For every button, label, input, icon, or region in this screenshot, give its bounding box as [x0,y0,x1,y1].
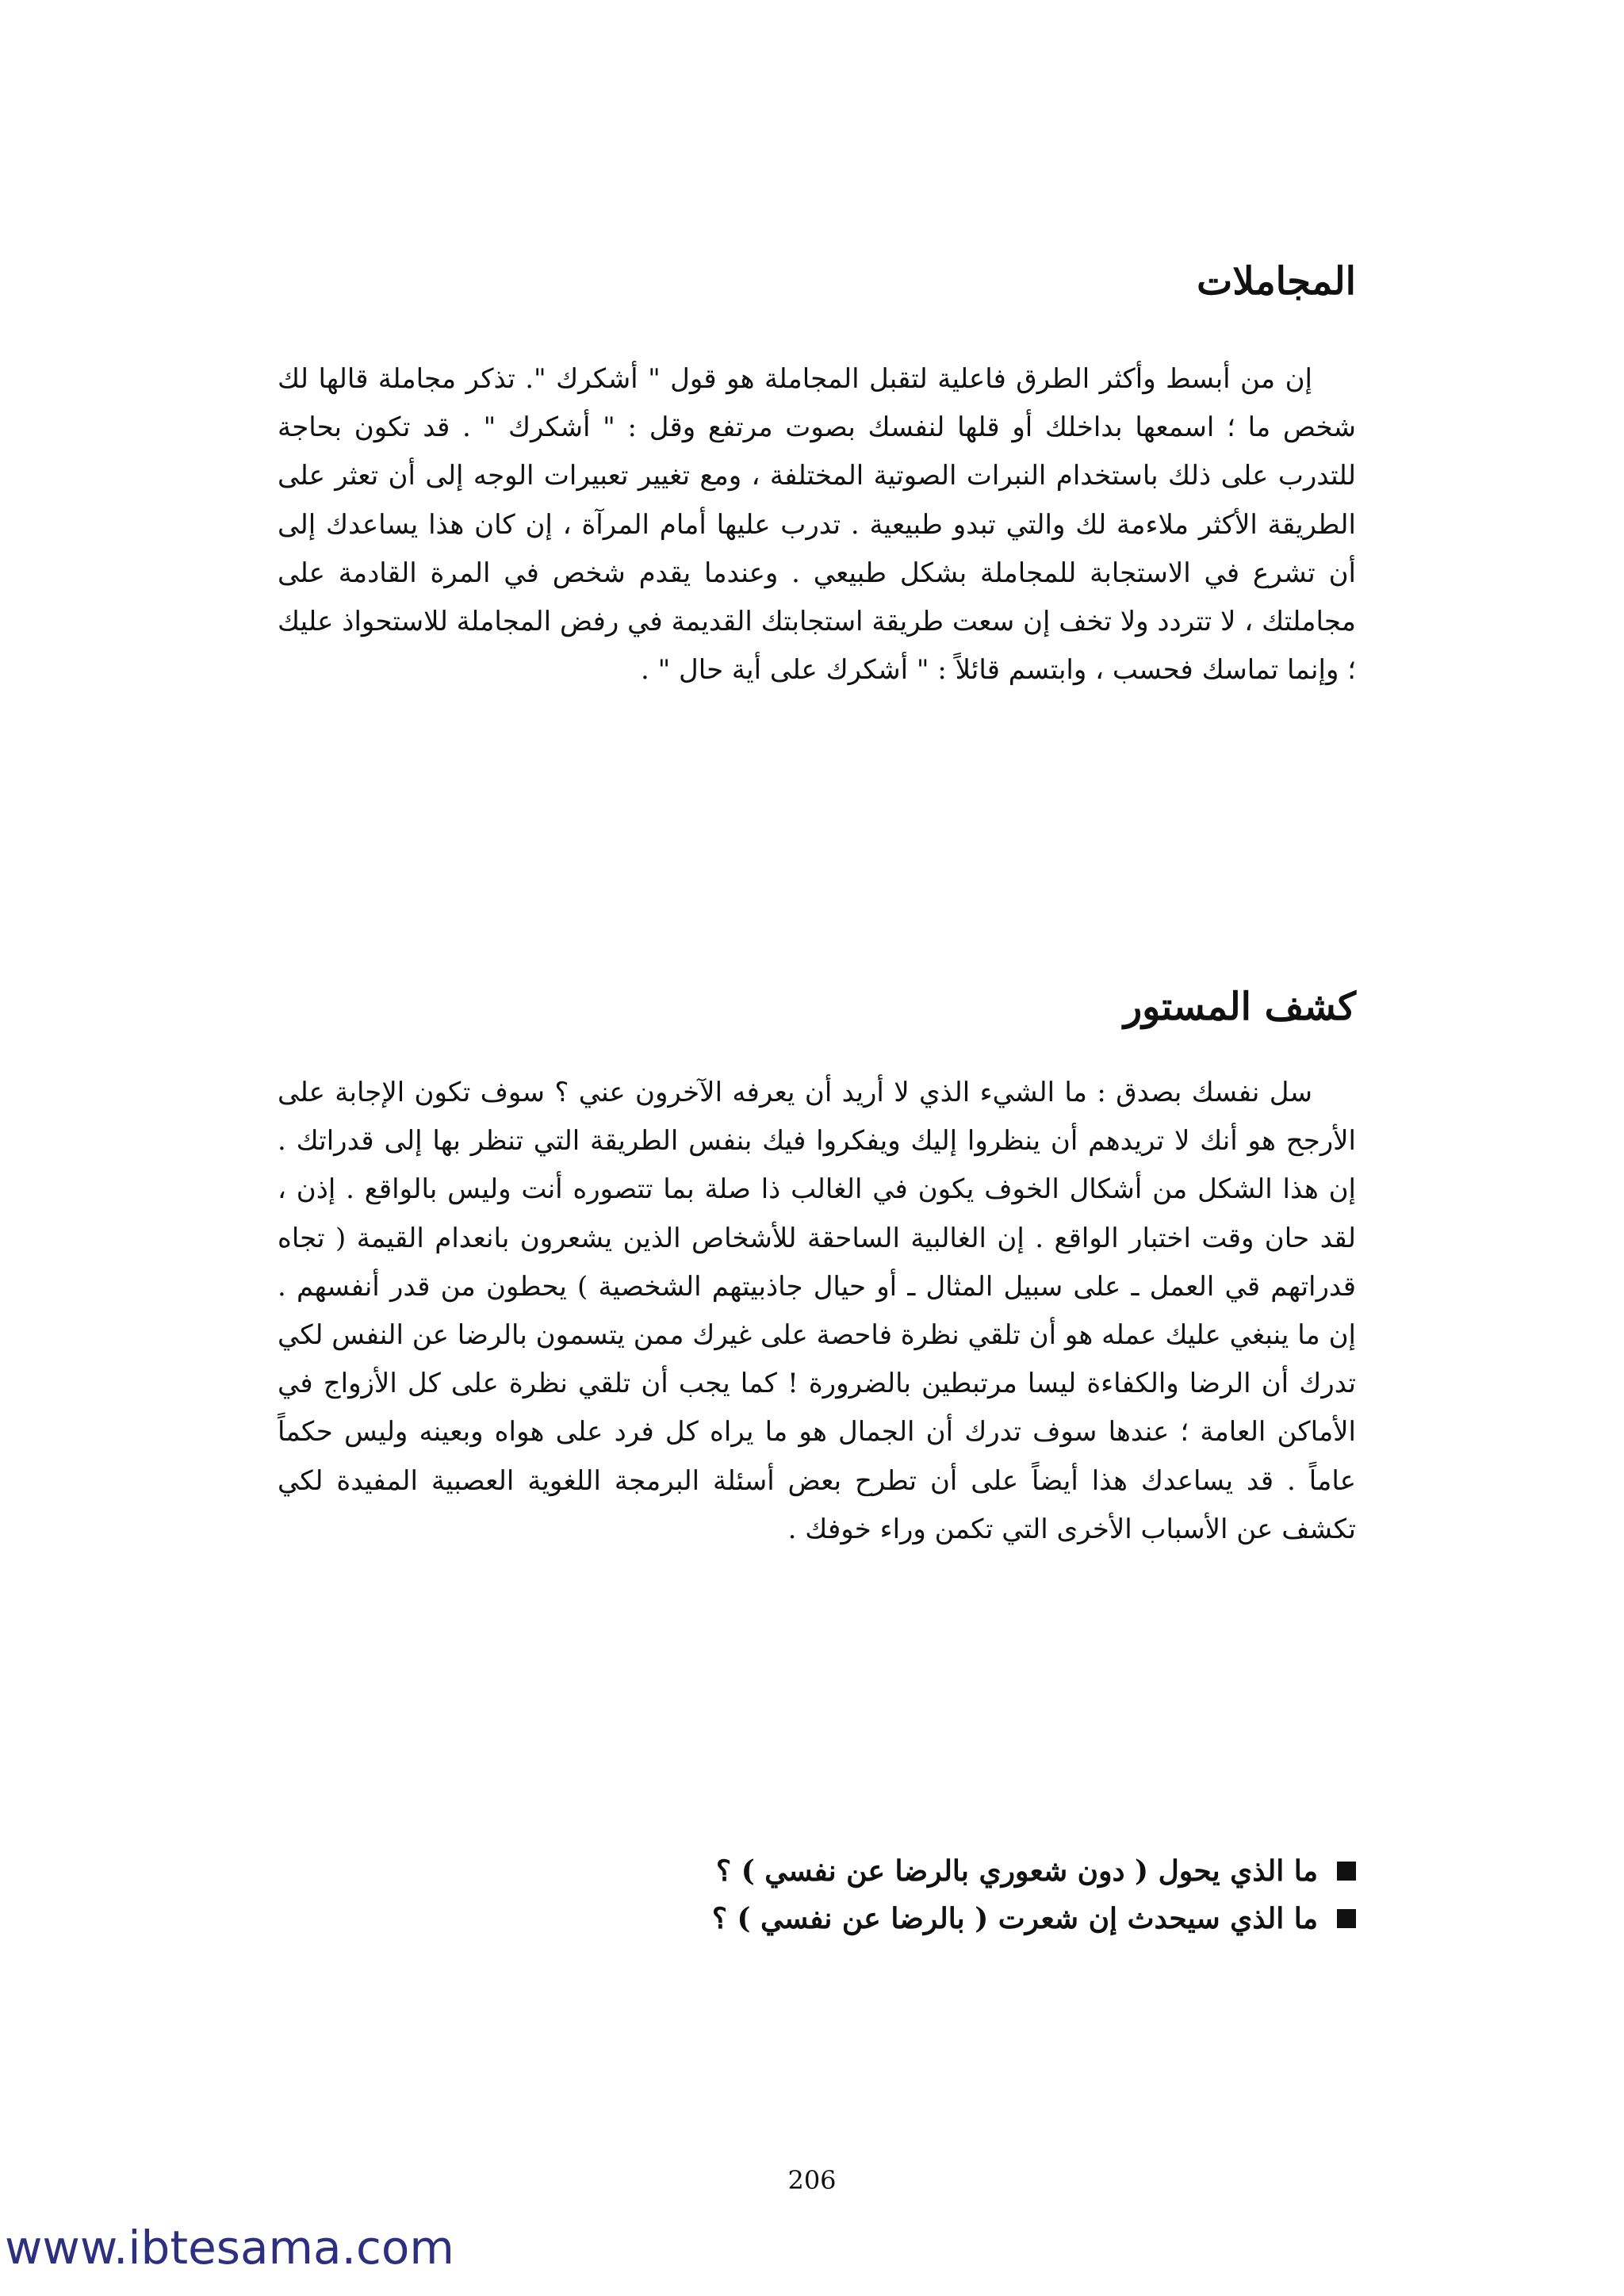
question-list [563,1847,1356,1942]
paragraph-compliments: إن من أبسط وأكثر الطرق فاعلية لتقبل المجاملة هو قول " أشكرك ". تذكر مجاملة قالها لك شخص ما ؛ اسمعها بداخلك أو قلها لنفسك بصوت مرتفع وقل : " أشكرك " . قد تكون بحاجة للتدرب على ذلك باستخدام النبرات الصوتية المختلفة ، ومع تغيير تعبيرات الوجه إلى أن تعثر على الطريقة الأكثر ملاءمة لك والتي تبدو طبيعية . تدرب عليها أمام المرآة ، إن كان هذا يساعدك إلى أن تشرع في الاستجابة للمجاملة بشكل طبيعي . وعندما يقدم شخص في المرة القادمة على مجاملتك ، لا تتردد ولا تخف إن سعت طريقة استجابتك القديمة في رفض المجاملة للاستحواذ عليك ؛ وإنما تماسك فحسب ، وابتسم قائلاً : " أشكرك على أية حال " . [278,363,1356,687]
square-bullet-icon [1337,1909,1356,1928]
page-number: 206 [787,2165,837,2195]
question-text: ما الذي سيحدث إن شعرت ( بالرضا عن نفسي ) ؟ [711,1902,1318,1935]
list-item [563,1895,1356,1942]
section-heading-revealing-hidden: كشف المستور [1123,984,1356,1029]
section-body-revealing-hidden [278,1069,1356,1554]
paragraph-revealing-hidden: سل نفسك بصدق : ما الشيء الذي لا أريد أن يعرفه الآخرون عني ؟ سوف تكون الإجابة على الأرجح هو أنك لا تريدهم أن ينظروا إليك ويفكروا فيك بنفس الطريقة التي تنظر بها إلى قدراتك . إن هذا الشكل من أشكال الخوف يكون في الغالب ذا صلة بما تتصوره أنت وليس بالواقع . إذن ، لقد حان وقت اختبار الواقع . إن الغالبية الساحقة للأشخاص الذين يشعرون بانعدام القيمة ( تجاه قدراتهم قي العمل ـ على سبيل المثال ـ أو حيال جاذبيتهم الشخصية ) يحطون من قدر أنفسهم . إن ما ينبغي عليك عمله هو أن تلقي نظرة فاحصة على غيرك ممن يتسمون بالرضا عن النفس لكي تدرك أن الرضا والكفاءة ليسا مرتبطين بالضرورة ! كما يجب أن تلقي نظرة على كل الأزواج في الأماكن العامة ؛ عندها سوف تدرك أن الجمال هو ما يراه كل فرد على هواه وبعينه وليس حكماً عاماً . قد يساعدك هذا أيضاً على أن تطرح بعض أسئلة البرمجة اللغوية العصبية المفيدة لكي تكشف عن الأسباب الأخرى التي تكمن وراء خوفك . [278,1077,1356,1545]
section-body-compliments [278,355,1356,695]
watermark-url: www.ibtesama.com [5,2221,454,2275]
list-item [563,1847,1356,1895]
section-heading-compliments: المجاملات [1197,258,1356,304]
question-text: ما الذي يحول ( دون شعوري بالرضا عن نفسي ) ؟ [716,1854,1318,1888]
square-bullet-icon [1337,1862,1356,1881]
